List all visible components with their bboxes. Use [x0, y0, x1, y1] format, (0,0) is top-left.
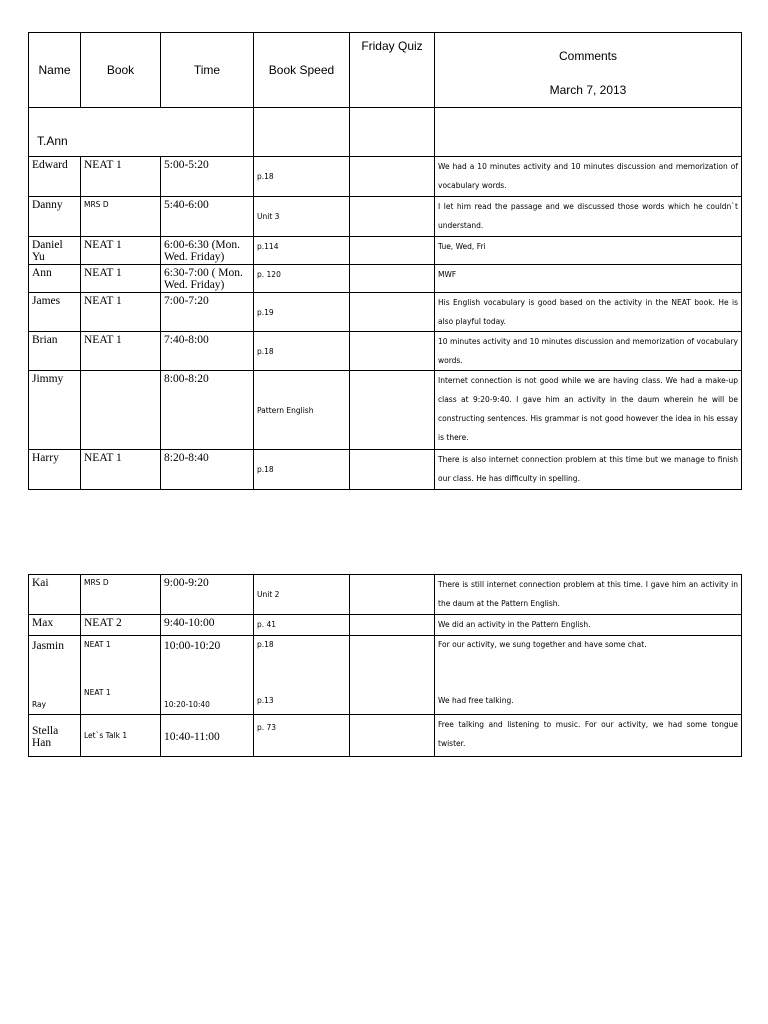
student-book: NEAT 1 [81, 332, 161, 371]
student-time: 10:00-10:20 [164, 640, 221, 652]
table-row [29, 237, 742, 265]
student-time: 9:00-9:20 [161, 575, 254, 615]
student-time: 5:00-5:20 [161, 157, 254, 197]
student-comment: We had a 10 minutes activity and 10 minutes discussion and memorization of vocabulary words. [435, 157, 742, 197]
table-row [29, 715, 742, 757]
teacher-quiz-cell [350, 108, 435, 157]
student-comment: 10 minutes activity and 10 minutes discussion and memorization of vocabulary words. [435, 332, 742, 371]
student-book: NEAT 1 [81, 293, 161, 332]
student-quiz [350, 197, 435, 237]
student-comment: Internet connection is not good while we are having class. We had a make-up class at 9:20-9:40. I gave him an activity in the daum wherein he will be constructing sentences. His grammar is not good however the idea in his essay is there. [435, 371, 742, 450]
header-book-speed: Book Speed [254, 33, 350, 108]
student-book: NEAT 1 [84, 640, 111, 649]
student-comment: There is still internet connection problem at this time. I gave him an activity in the daum at the Pattern English. [435, 575, 742, 615]
student-quiz [350, 157, 435, 197]
student-name: Daniel Yu [29, 237, 81, 265]
student-quiz [350, 371, 435, 450]
header-comments [435, 33, 742, 108]
student-speed: p. 73 [254, 715, 350, 757]
student-comment: I let him read the passage and we discussed those words which he couldn`t understand. [435, 197, 742, 237]
table-row [29, 157, 742, 197]
student-book: MRS D [81, 197, 161, 237]
teacher-comment-cell [435, 108, 742, 157]
header-book: Book [81, 33, 161, 108]
student-comment: Tue, Wed, Fri [435, 237, 742, 265]
student-quiz [350, 332, 435, 371]
student-speed: p. 41 [254, 615, 350, 636]
student-comment: There is also internet connection problem at this time but we manage to finish our class. He has difficulty in spelling. [435, 450, 742, 490]
student-speed: p.13 [257, 696, 274, 705]
student-name: Danny [29, 197, 81, 237]
student-book: NEAT 1 [81, 450, 161, 490]
student-name: Jasmin [32, 640, 64, 652]
student-name: Edward [29, 157, 81, 197]
student-quiz-cell [350, 636, 435, 715]
teacher-row [29, 108, 742, 157]
student-name: Brian [29, 332, 81, 371]
student-book: NEAT 1 [81, 157, 161, 197]
header-row [29, 33, 742, 108]
schedule-table-2 [28, 574, 742, 757]
student-quiz [350, 575, 435, 615]
schedule-table-1 [28, 32, 742, 490]
student-time: 8:20-8:40 [161, 450, 254, 490]
header-friday-quiz: Friday Quiz [350, 33, 435, 108]
comments-label: Comments [558, 49, 617, 63]
student-comment: MWF [435, 265, 742, 293]
student-quiz [350, 615, 435, 636]
student-book: Let`s Talk 1 [81, 715, 161, 757]
student-speed: Unit 2 [254, 575, 350, 615]
student-book: NEAT 1 [84, 688, 111, 697]
table-row [29, 197, 742, 237]
header-time: Time [161, 33, 254, 108]
student-book [81, 371, 161, 450]
student-speed: p.18 [254, 157, 350, 197]
student-name: Max [29, 615, 81, 636]
student-name: Ann [29, 265, 81, 293]
table-row [29, 293, 742, 332]
student-quiz [350, 293, 435, 332]
student-name-cell [29, 636, 81, 715]
student-comment: We had free talking. [438, 696, 514, 705]
student-time: 9:40-10:00 [161, 615, 254, 636]
student-quiz [350, 715, 435, 757]
student-time: 5:40-6:00 [161, 197, 254, 237]
student-speed: p.114 [254, 237, 350, 265]
table-row [29, 575, 742, 615]
table-row-merged [29, 636, 742, 715]
student-name: James [29, 293, 81, 332]
student-time-cell [161, 636, 254, 715]
student-time: 10:20-10:40 [164, 700, 210, 709]
student-speed: p. 120 [254, 265, 350, 293]
student-quiz [350, 450, 435, 490]
student-quiz [350, 237, 435, 265]
student-name: Harry [29, 450, 81, 490]
student-time: 10:40-11:00 [161, 715, 254, 757]
student-comment-cell [435, 636, 742, 715]
student-book: NEAT 1 [81, 265, 161, 293]
student-name: Ray [32, 700, 47, 709]
student-speed: p.18 [257, 640, 274, 649]
table-row [29, 615, 742, 636]
student-speed: Unit 3 [254, 197, 350, 237]
student-time: 7:00-7:20 [161, 293, 254, 332]
student-name: Jimmy [29, 371, 81, 450]
student-speed: p.19 [254, 293, 350, 332]
comments-date: March 7, 2013 [549, 83, 627, 97]
student-book-cell [81, 636, 161, 715]
student-comment: His English vocabulary is good based on the activity in the NEAT book. He is also playful today. [435, 293, 742, 332]
student-name: Stella Han [29, 715, 81, 757]
table-row [29, 450, 742, 490]
student-speed-cell [254, 636, 350, 715]
student-book: NEAT 1 [81, 237, 161, 265]
teacher-time-cell [161, 108, 254, 157]
table-row [29, 332, 742, 371]
student-name: Kai [29, 575, 81, 615]
teacher-name: T.Ann [29, 108, 161, 157]
student-book: MRS D [81, 575, 161, 615]
table-row [29, 371, 742, 450]
student-speed: Pattern English [254, 371, 350, 450]
student-book: NEAT 2 [81, 615, 161, 636]
teacher-speed-cell [254, 108, 350, 157]
student-time: 6:00-6:30 (Mon. Wed. Friday) [161, 237, 254, 265]
student-time: 7:40-8:00 [161, 332, 254, 371]
student-comment: For our activity, we sung together and have some chat. [438, 640, 647, 649]
student-quiz [350, 265, 435, 293]
table-row [29, 265, 742, 293]
student-time: 6:30-7:00 ( Mon. Wed. Friday) [161, 265, 254, 293]
student-comment: We did an activity in the Pattern English. [435, 615, 742, 636]
header-name: Name [29, 33, 81, 108]
student-time: 8:00-8:20 [161, 371, 254, 450]
student-speed: p.18 [254, 332, 350, 371]
student-comment: Free talking and listening to music. For our activity, we had some tongue twister. [435, 715, 742, 757]
student-speed: p.18 [254, 450, 350, 490]
